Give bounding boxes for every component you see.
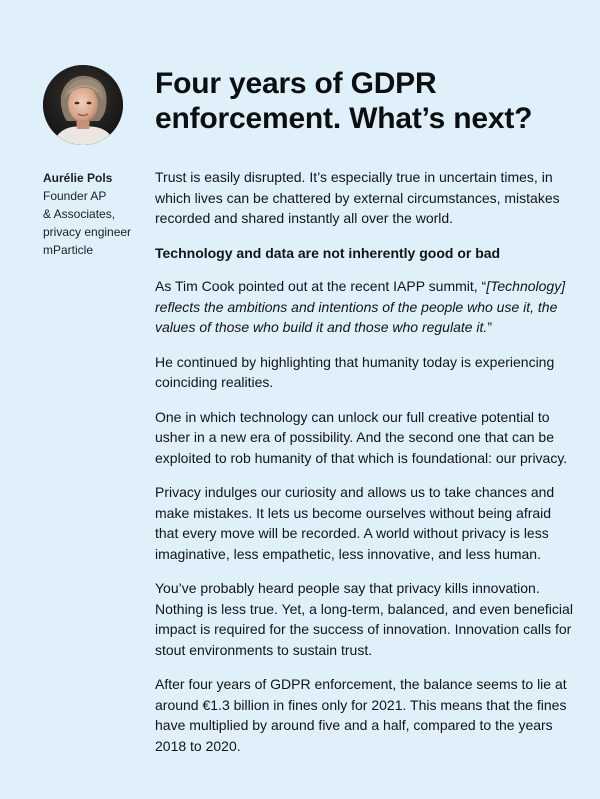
title-line-1: Four years of GDPR xyxy=(155,67,437,100)
paragraph: You’ve probably heard people say that privacy kills innovation. Nothing is less true. Yet, a long-term, balanced, and even beneficial impact is required for the success of innovation. Innovation calls for stout environments to sustain trust. xyxy=(155,580,573,658)
paragraph: One in which technology can unlock our full creative potential to usher in a new era of possibility. And the second one that can be exploited to rob humanity of that which is foundational: our privacy. xyxy=(155,408,568,466)
quote-lead-in: As Tim Cook pointed out at the recent IAPP summit, “ xyxy=(155,278,487,294)
paragraph: He continued by highlighting that humanity today is experiencing coinciding realities. xyxy=(155,353,555,390)
author-byline xyxy=(43,169,148,259)
author-role-line: & Associates, xyxy=(43,207,116,221)
paragraph-intro: Trust is easily disrupted. It’s especially true in uncertain times, in which lives can be chattered by external circumstances, mistakes recorded and shared instantly all over the world. xyxy=(155,169,560,226)
author-role-line: privacy engineer xyxy=(43,225,132,239)
quote-close: ” xyxy=(487,319,492,335)
author-role-line: Founder AP xyxy=(43,189,107,203)
quote-text: [Technology] reflects the ambitions and intentions of the people who use it, the values of those who build it and those who regulate it. xyxy=(155,278,566,335)
author-role-line: mParticle xyxy=(43,243,94,257)
paragraph: After four years of GDPR enforcement, the balance seems to lie at around €1.3 billion in fines only for 2021. This means that the fines have multiplied by around five and a half, compared to the years 2018 to 2020. xyxy=(155,676,567,754)
article-body xyxy=(155,167,575,770)
article-subheading: Technology and data are not inherently good or bad xyxy=(155,244,501,261)
paragraph: Privacy indulges our curiosity and allows us to take chances and make mistakes. It lets us become ourselves without being afraid that every move will be recorded. A world without privacy is less imaginative, less empathetic, less innovative, and less human. xyxy=(155,484,555,562)
article-title xyxy=(155,66,575,136)
author-portrait xyxy=(43,65,123,145)
author-avatar xyxy=(43,65,123,145)
paragraph-quote xyxy=(155,276,575,338)
title-line-2: enforcement. What’s next? xyxy=(155,102,533,135)
author-name: Aurélie Pols xyxy=(43,171,113,185)
